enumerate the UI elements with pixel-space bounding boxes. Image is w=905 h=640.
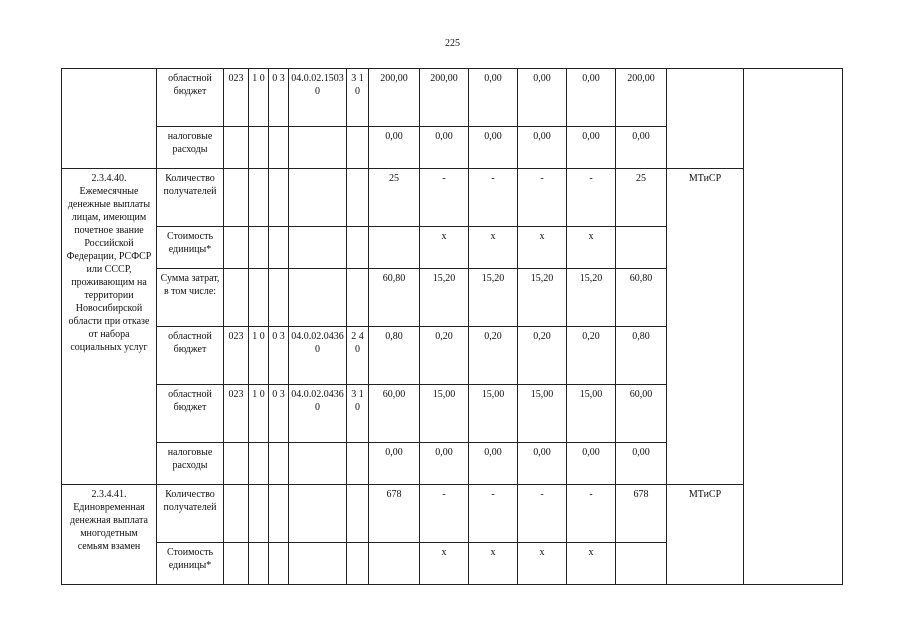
csr-cell: 04.0.02.04360 <box>289 327 347 385</box>
value-cell: - <box>518 485 567 543</box>
value-cell: 678 <box>369 485 420 543</box>
row-label: налоговые расходы <box>157 127 224 169</box>
value-cell: 15,00 <box>420 385 469 443</box>
rz-cell: 1 0 <box>249 69 269 127</box>
value-cell: 15,20 <box>567 269 616 327</box>
value-cell: x <box>420 543 469 585</box>
value-cell: x <box>518 227 567 269</box>
value-cell: 0,00 <box>518 127 567 169</box>
pr-cell: 0 3 <box>269 69 289 127</box>
value-cell: - <box>567 169 616 227</box>
value-cell: 678 <box>616 485 667 543</box>
value-cell: 0,20 <box>518 327 567 385</box>
value-cell: 25 <box>616 169 667 227</box>
executor: МТиСР <box>667 169 744 485</box>
value-cell: 0,00 <box>469 443 518 485</box>
value-cell: 25 <box>369 169 420 227</box>
value-cell: 60,80 <box>369 269 420 327</box>
value-cell: 0,00 <box>469 69 518 127</box>
rz-cell: 1 0 <box>249 385 269 443</box>
value-cell: - <box>420 485 469 543</box>
table-row <box>62 169 843 227</box>
value-cell: 0,00 <box>469 127 518 169</box>
notes-cell <box>744 69 843 585</box>
value-cell: x <box>469 543 518 585</box>
value-cell: x <box>518 543 567 585</box>
grbs-cell: 023 <box>224 327 249 385</box>
value-cell: 15,00 <box>518 385 567 443</box>
row-label: областной бюджет <box>157 327 224 385</box>
value-cell: 0,00 <box>518 69 567 127</box>
measure-name: 2.3.4.41. Единовременная денежная выплата многодетным семьям взамен <box>62 485 157 585</box>
page-number: 225 <box>445 38 460 49</box>
value-cell: 0,20 <box>469 327 518 385</box>
executor: МТиСР <box>667 485 744 585</box>
value-cell: x <box>567 227 616 269</box>
vr-cell: 3 1 0 <box>347 385 369 443</box>
csr-cell: 04.0.02.15030 <box>289 69 347 127</box>
row-label: Стоимость единицы* <box>157 543 224 585</box>
row-label: Стоимость единицы* <box>157 227 224 269</box>
row-label: областной бюджет <box>157 69 224 127</box>
row-label: Количество получателей <box>157 485 224 543</box>
value-cell: - <box>469 169 518 227</box>
value-cell: 15,00 <box>469 385 518 443</box>
value-cell: 15,20 <box>420 269 469 327</box>
value-cell: x <box>420 227 469 269</box>
value-cell: 15,20 <box>469 269 518 327</box>
value-cell: 60,00 <box>369 385 420 443</box>
value-cell: 200,00 <box>420 69 469 127</box>
value-cell: 0,00 <box>518 443 567 485</box>
value-cell: 0,00 <box>567 69 616 127</box>
value-cell: 0,00 <box>369 443 420 485</box>
grbs-cell: 023 <box>224 385 249 443</box>
vr-cell: 3 1 0 <box>347 69 369 127</box>
value-cell: 0,00 <box>616 443 667 485</box>
value-cell: - <box>420 169 469 227</box>
value-cell: 0,80 <box>616 327 667 385</box>
value-cell: 60,80 <box>616 269 667 327</box>
value-cell: 0,00 <box>420 443 469 485</box>
value-cell: 200,00 <box>369 69 420 127</box>
row-label: областной бюджет <box>157 385 224 443</box>
value-cell: 0,00 <box>369 127 420 169</box>
vr-cell: 2 4 0 <box>347 327 369 385</box>
value-cell: 15,00 <box>567 385 616 443</box>
csr-cell: 04.0.02.04360 <box>289 385 347 443</box>
value-cell: 0,00 <box>420 127 469 169</box>
value-cell: 0,00 <box>567 127 616 169</box>
value-cell: 0,20 <box>420 327 469 385</box>
rz-cell: 1 0 <box>249 327 269 385</box>
value-cell: 0,20 <box>567 327 616 385</box>
table-row <box>62 485 843 543</box>
value-cell: 60,00 <box>616 385 667 443</box>
row-label: налоговые расходы <box>157 443 224 485</box>
value-cell: - <box>518 169 567 227</box>
value-cell: 0,00 <box>567 443 616 485</box>
grbs-cell: 023 <box>224 69 249 127</box>
row-label: Количество получателей <box>157 169 224 227</box>
measure-name-cell <box>62 69 157 169</box>
row-label: Сумма затрат, в том числе: <box>157 269 224 327</box>
value-cell: - <box>469 485 518 543</box>
value-cell: 0,80 <box>369 327 420 385</box>
pr-cell: 0 3 <box>269 385 289 443</box>
measure-name: 2.3.4.40. Ежемесячные денежные выплаты лицам, имеющим почетное звание Российской Федерации, РСФСР или СССР, проживающим на территории Новосибирской области при отказе от набора социальных услуг <box>62 169 157 485</box>
pr-cell: 0 3 <box>269 327 289 385</box>
value-cell: 15,20 <box>518 269 567 327</box>
value-cell: x <box>567 543 616 585</box>
value-cell: x <box>469 227 518 269</box>
budget-table <box>61 68 843 585</box>
value-cell: - <box>567 485 616 543</box>
value-cell: 0,00 <box>616 127 667 169</box>
value-cell: 200,00 <box>616 69 667 127</box>
executor-cell <box>667 69 744 169</box>
table-row <box>62 69 843 127</box>
